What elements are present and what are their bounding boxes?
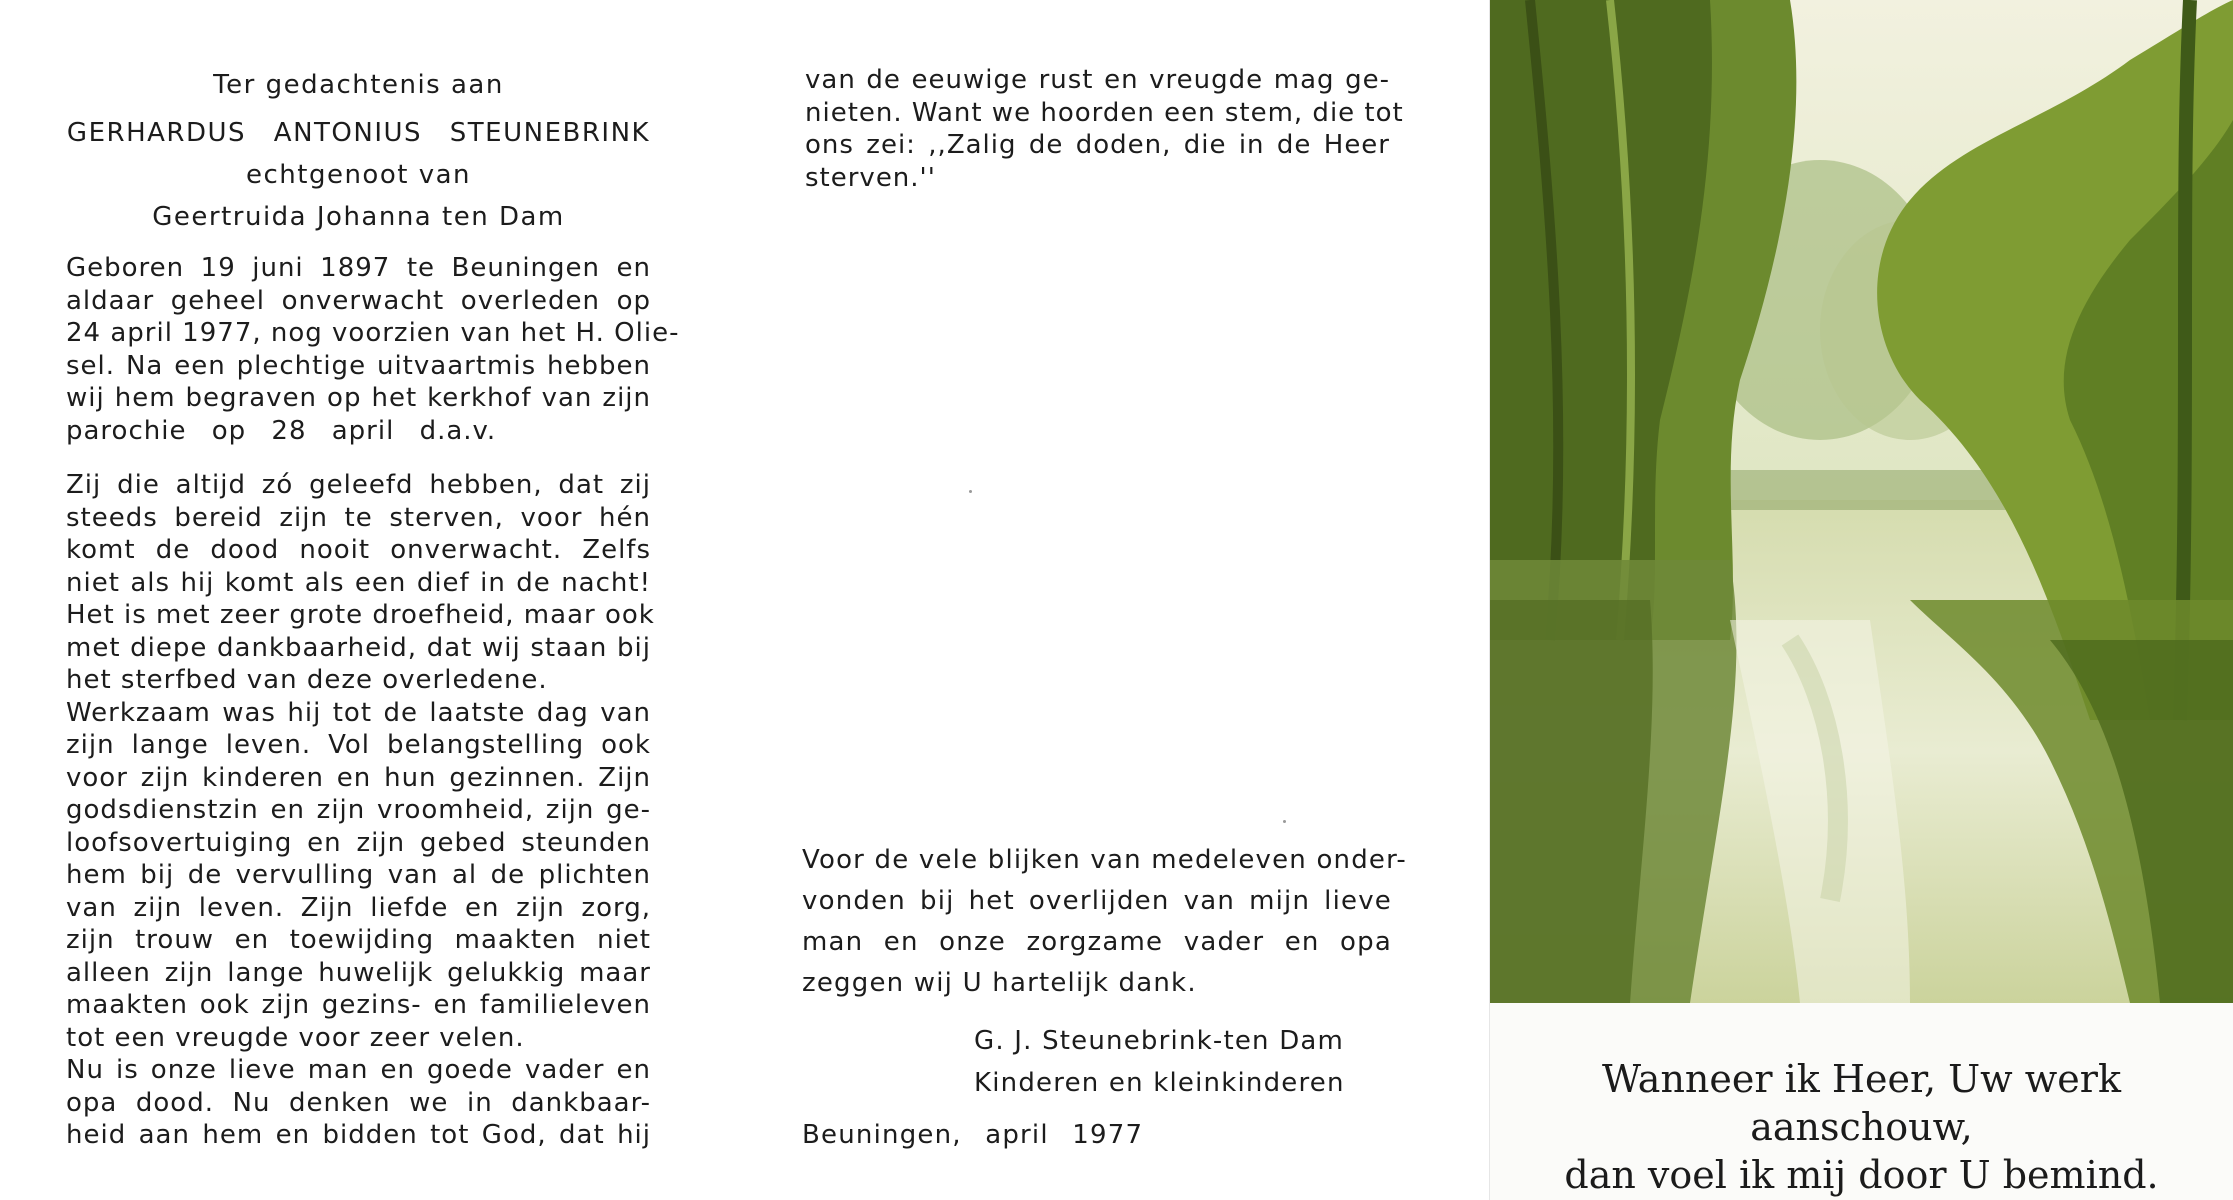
reflection-line: het sterfbed van deze overledene. [66, 665, 548, 695]
reflection-line: Het is met zeer grote droefheid, maar ook [66, 600, 655, 630]
bio-line: Geboren 19 juni 1897 te Beuningen en [66, 253, 651, 283]
reflection-line: komt de dood nooit onverwacht. Zelfs [66, 535, 651, 565]
bio-line: sel. Na een plechtige uitvaartmis hebben [66, 350, 651, 381]
thanks-paragraph [802, 840, 1407, 1004]
reflection-line: tot een vreugde voor zeer velen. [66, 1022, 525, 1053]
continuation-paragraph [805, 64, 1404, 194]
reflection-line: Nu is onze lieve man en goede vader en [66, 1055, 651, 1085]
caption-line-1: Wanneer ik Heer, Uw werk aanschouw, [1602, 1057, 2121, 1149]
thanks-line: Voor de vele blijken van medeleven onder- [802, 845, 1407, 875]
biography-paragraph [66, 252, 680, 447]
paper-speck [969, 490, 972, 493]
reflection-line: Werkzaam was hij tot de laatste dag van [66, 697, 651, 728]
continuation-line: ons zei: ,,Zalig de doden, die in de Heer [805, 130, 1390, 160]
heading-relation: echtgenoot van [245, 160, 471, 190]
left-panel [0, 0, 745, 1200]
reflection-line: zijn trouw en toewijding maakten niet [66, 925, 651, 955]
place-date: Beuningen, april 1977 [802, 1120, 1144, 1150]
family-signature: Kinderen en kleinkinderen [974, 1068, 1345, 1098]
deceased-name: GERHARDUS ANTONIUS STEUNEBRINK [66, 118, 651, 148]
reflection-line: hem bij de vervulling van al de plichten [66, 860, 651, 890]
willow-pond-photo [1490, 0, 2233, 1003]
reflection-line: niet als hij komt als een dief in de nacht! [66, 567, 651, 598]
thanks-line: man en onze zorgzame vader en opa [802, 927, 1392, 957]
reflection-paragraph [66, 469, 655, 1152]
reflection-line: loofsovertuiging en zijn gebed steunden [66, 827, 651, 858]
thanks-line: vonden bij het overlijden van mijn lieve [802, 886, 1392, 916]
bio-line: wij hem begraven op het kerkhof van zijn [66, 383, 651, 413]
reflection-line: met diepe dankbaarheid, dat wij staan bij [66, 632, 651, 663]
continuation-line: van de eeuwige rust en vreugde mag ge- [805, 65, 1390, 95]
signature-block [974, 1020, 1345, 1104]
bio-line: aldaar geheel onverwacht overleden op [66, 285, 651, 316]
reflection-line: heid aan hem en bidden tot God, dat hij [66, 1120, 651, 1150]
right-panel [1490, 0, 2233, 1200]
reflection-line: van zijn leven. Zijn liefde en zijn zorg, [66, 892, 651, 923]
reflection-line: Zij die altijd zó geleefd hebben, dat zij [66, 470, 651, 500]
reflection-line: alleen zijn lange huwelijk gelukkig maar [66, 957, 651, 988]
widow-signature: G. J. Steunebrink-ten Dam [974, 1026, 1345, 1056]
photo-caption [1490, 1055, 2233, 1199]
reflection-line: zijn lange leven. Vol belangstelling ook [66, 730, 651, 760]
reflection-line: voor zijn kinderen en hun gezinnen. Zijn [66, 762, 651, 793]
memorial-heading [66, 64, 651, 238]
paper-speck [1283, 820, 1286, 823]
continuation-line: nieten. Want we hoorden een stem, die tot [805, 97, 1404, 128]
reflection-line: maakten ook zijn gezins- en familieleven [66, 990, 651, 1020]
caption-line-2: dan voel ik mij door U bemind. [1564, 1153, 2159, 1197]
middle-panel [745, 0, 1490, 1200]
spouse-name: Geertruida Johanna ten Dam [152, 202, 565, 232]
reflection-line: opa dood. Nu denken we in dankbaar- [66, 1087, 651, 1118]
bio-line: parochie op 28 april d.a.v. [66, 415, 497, 446]
thanks-line: zeggen wij U hartelijk dank. [802, 968, 1197, 998]
continuation-line: sterven.'' [805, 162, 936, 193]
bio-line: 24 april 1977, nog voorzien van het H. Olie- [66, 318, 680, 348]
reflection-line: godsdienstzin en zijn vroomheid, zijn ge- [66, 795, 651, 825]
heading-intro: Ter gedachtenis aan [213, 70, 504, 100]
reflection-line: steeds bereid zijn te sterven, voor hén [66, 502, 651, 533]
willow-illustration [1490, 0, 2233, 1003]
